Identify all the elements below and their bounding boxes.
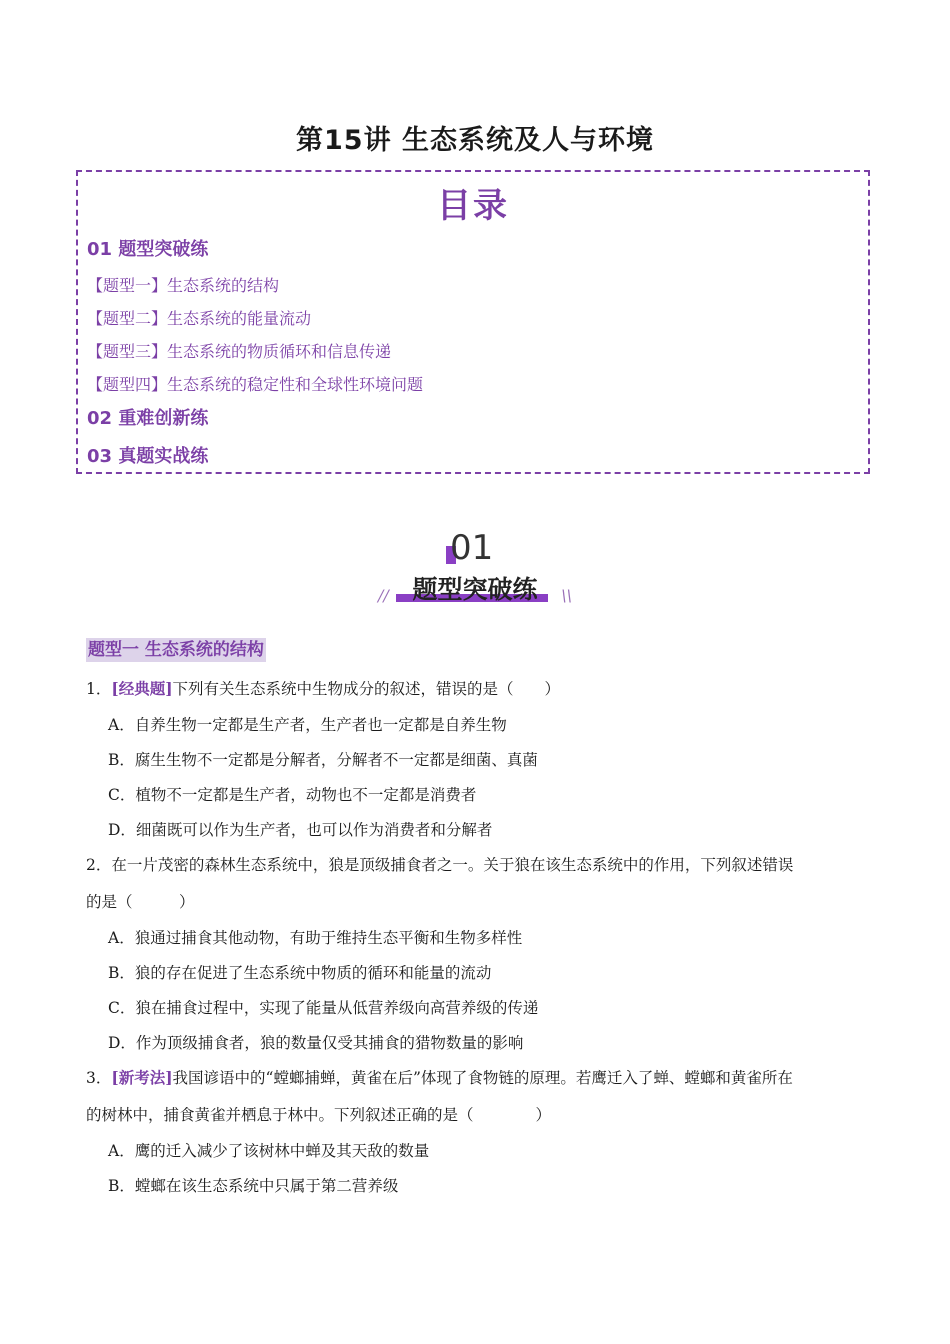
toc-section-02[interactable]: 02 重难创新练: [87, 408, 209, 429]
option-2b: B．狼的存在促进了生态系统中物质的循环和能量的流动: [108, 964, 492, 982]
option-3a: A．鹰的迁入减少了该树林中蝉及其天敌的数量: [108, 1142, 430, 1160]
toc-item-1[interactable]: 【题型一】生态系统的结构: [87, 276, 280, 295]
table-of-contents: [76, 170, 870, 474]
section-banner: [378, 528, 572, 610]
question-3: [86, 1066, 793, 1088]
question-tag: [新考法]: [111, 1068, 173, 1087]
toc-item-2[interactable]: 【题型二】生态系统的能量流动: [87, 309, 312, 328]
section-header: 题型一 生态系统的结构: [88, 640, 264, 660]
option-2d: D．作为顶级捕食者，狼的数量仅受其捕食的猎物数量的影响: [108, 1034, 524, 1052]
page-title: 第15讲 生态系统及人与环境: [296, 125, 654, 156]
question-text: 我国谚语中的“螳螂捕蝉，黄雀在后”体现了食物链的原理。若鹰迁入了蝉、螳螂和黄雀所在: [172, 1069, 793, 1087]
option-3b: B．螳螂在该生态系统中只属于第二营养级: [108, 1177, 399, 1195]
question-number: 2．: [86, 856, 112, 874]
question-1: [86, 677, 560, 699]
toc-item-3[interactable]: 【题型三】生态系统的物质循环和信息传递: [87, 342, 392, 361]
question-text: 在一片茂密的森林生态系统中，狼是顶级捕食者之一。关于狼在该生态系统中的作用，下列叙述错误: [111, 856, 794, 874]
question-number: 1．: [86, 680, 112, 698]
toc-item-4[interactable]: 【题型四】生态系统的稳定性和全球性环境问题: [87, 375, 424, 394]
option-2c: C．狼在捕食过程中，实现了能量从低营养级向高营养级的传递: [108, 999, 539, 1017]
option-1a: A．自养生物一定都是生产者，生产者也一定都是自养生物: [108, 716, 507, 734]
option-1d: D．细菌既可以作为生产者，也可以作为消费者和分解者: [108, 821, 493, 839]
banner-number: 01: [450, 528, 494, 568]
question-text: 下列有关生态系统中生物成分的叙述，错误的是（ ）: [172, 680, 561, 698]
banner-label: 题型突破练: [412, 575, 538, 604]
toc-heading: 目录: [437, 186, 509, 226]
question-number: 3．: [86, 1069, 112, 1087]
question-tag: [经典题]: [111, 679, 173, 698]
option-1b: B．腐生生物不一定都是分解者，分解者不一定都是细菌、真菌: [108, 751, 538, 769]
question-3-line2: 的树林中，捕食黄雀并栖息于林中。下列叙述正确的是（ ）: [86, 1106, 552, 1124]
option-2a: A．狼通过捕食其他动物，有助于维持生态平衡和生物多样性: [108, 929, 523, 947]
banner-slash-left: //: [378, 586, 389, 605]
question-2-line2: 的是（ ）: [86, 893, 195, 911]
question-2: [86, 853, 793, 875]
banner-slash-right: \\: [561, 586, 572, 605]
option-1c: C．植物不一定都是生产者，动物也不一定都是消费者: [108, 786, 477, 804]
toc-section-01[interactable]: 01 题型突破练: [87, 239, 209, 260]
toc-section-03[interactable]: 03 真题实战练: [87, 446, 209, 467]
